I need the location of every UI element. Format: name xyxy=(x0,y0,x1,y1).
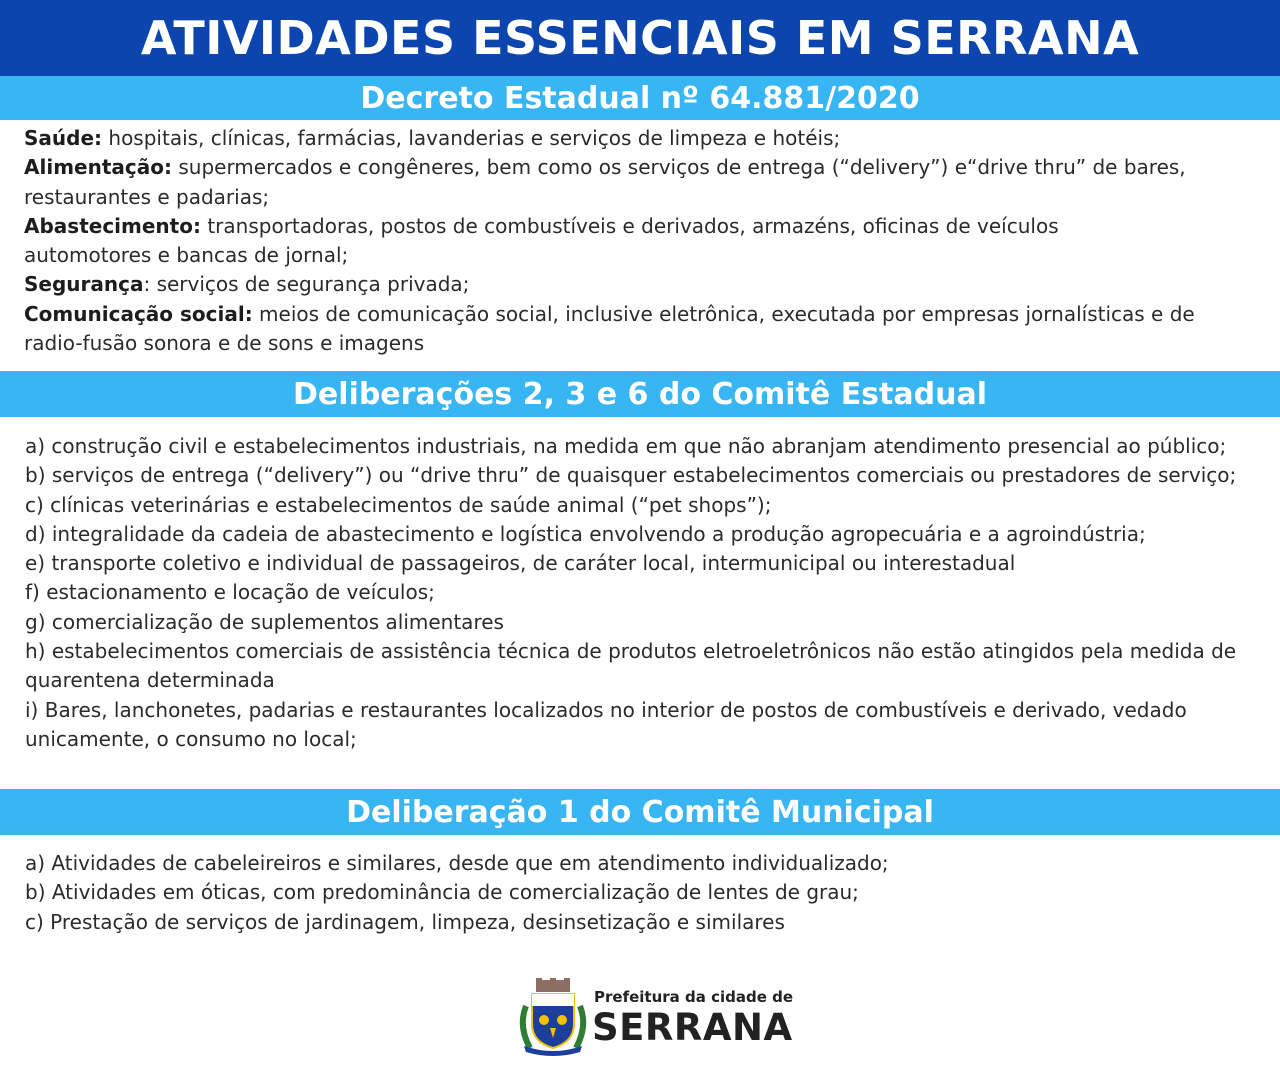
logo-name: SERRANA xyxy=(592,1006,793,1049)
list-item: e) transporte coletivo e individual de passageiros, de caráter local, intermunicipal ou interestadual xyxy=(25,551,1016,576)
section-heading-comite-estadual: Deliberações 2, 3 e 6 do Comitê Estadual xyxy=(293,376,987,412)
section-comite-estadual-list xyxy=(25,432,1261,754)
section-heading-comite-municipal: Deliberação 1 do Comitê Municipal xyxy=(346,794,934,830)
prefeitura-logo xyxy=(516,976,794,1058)
section-band-comite-municipal xyxy=(0,789,1280,835)
list-item xyxy=(24,124,1260,153)
list-item: i) Bares, lanchonetes, padarias e restaurantes localizados no interior de postos de combustíveis e derivado, vedado unicamente, o consumo no local; xyxy=(25,697,1187,751)
section-band-comite-estadual xyxy=(0,371,1280,417)
list-item: f) estacionamento e locação de veículos; xyxy=(25,580,435,605)
item-label: Alimentação: xyxy=(24,155,172,180)
section-heading-decreto: Decreto Estadual nº 64.881/2020 xyxy=(360,80,920,116)
section-decreto-list xyxy=(24,124,1260,358)
item-label: Saúde: xyxy=(24,126,103,150)
list-item: a) construção civil e estabelecimentos industriais, na medida em que não abranjam atendimento presencial ao público; xyxy=(25,434,1227,458)
list-item: d) integralidade da cadeia de abastecimento e logística envolvendo a produção agropecuária e a agroindústria; xyxy=(25,521,1146,546)
item-text: meios de comunicação social, inclusive eletrônica, executada por empresas jornalísticas e de radio-fusão sonora e de sons e imagens xyxy=(24,301,1195,356)
list-item: g) comercialização de suplementos alimentares xyxy=(25,609,504,634)
list-item: b) serviços de entrega (“delivery”) ou “drive thru” de quaisquer estabelecimentos comerciais ou prestadores de serviço; xyxy=(25,463,1237,488)
item-text: transportadoras, postos de combustíveis e derivados, armazéns, oficinas de veículos automotores e bancas de jornal; xyxy=(24,213,1059,268)
item-text: supermercados e congêneres, bem como os serviços de entrega (“delivery”) e“drive thru” de bares, restaurantes e padarias; xyxy=(24,155,1186,209)
section-band-decreto xyxy=(0,76,1280,120)
list-item: a) Atividades de cabeleireiros e similares, desde que em atendimento individualizado; xyxy=(25,851,889,875)
page-title: ATIVIDADES ESSENCIAIS EM SERRANA xyxy=(140,11,1140,65)
list-item: c) Prestação de serviços de jardinagem, limpeza, desinsetização e similares xyxy=(25,909,785,934)
item-label: Segurança xyxy=(24,272,144,297)
coat-of-arms-icon xyxy=(516,976,590,1056)
item-text: hospitais, clínicas, farmácias, lavanderias e serviços de limpeza e hotéis; xyxy=(102,126,841,150)
logo-subtitle: Prefeitura da cidade de xyxy=(594,988,794,1006)
section-comite-municipal-list xyxy=(25,849,1261,937)
list-item xyxy=(24,212,1260,271)
title-bar xyxy=(0,0,1280,76)
item-text: : serviços de segurança privada; xyxy=(143,272,470,297)
list-item: b) Atividades em óticas, com predominância de comercialização de lentes de grau; xyxy=(25,880,859,905)
list-item xyxy=(24,153,1260,212)
list-item: h) estabelecimentos comerciais de assistência técnica de produtos eletroeletrônicos não estão atingidos pela medida de quarentena determinada xyxy=(25,639,1237,693)
list-item xyxy=(24,300,1260,359)
list-item: c) clínicas veterinárias e estabelecimentos de saúde animal (“pet shops”); xyxy=(25,492,772,517)
item-label: Abastecimento: xyxy=(24,213,201,238)
list-item xyxy=(24,270,1260,299)
item-label: Comunicação social: xyxy=(24,301,253,326)
